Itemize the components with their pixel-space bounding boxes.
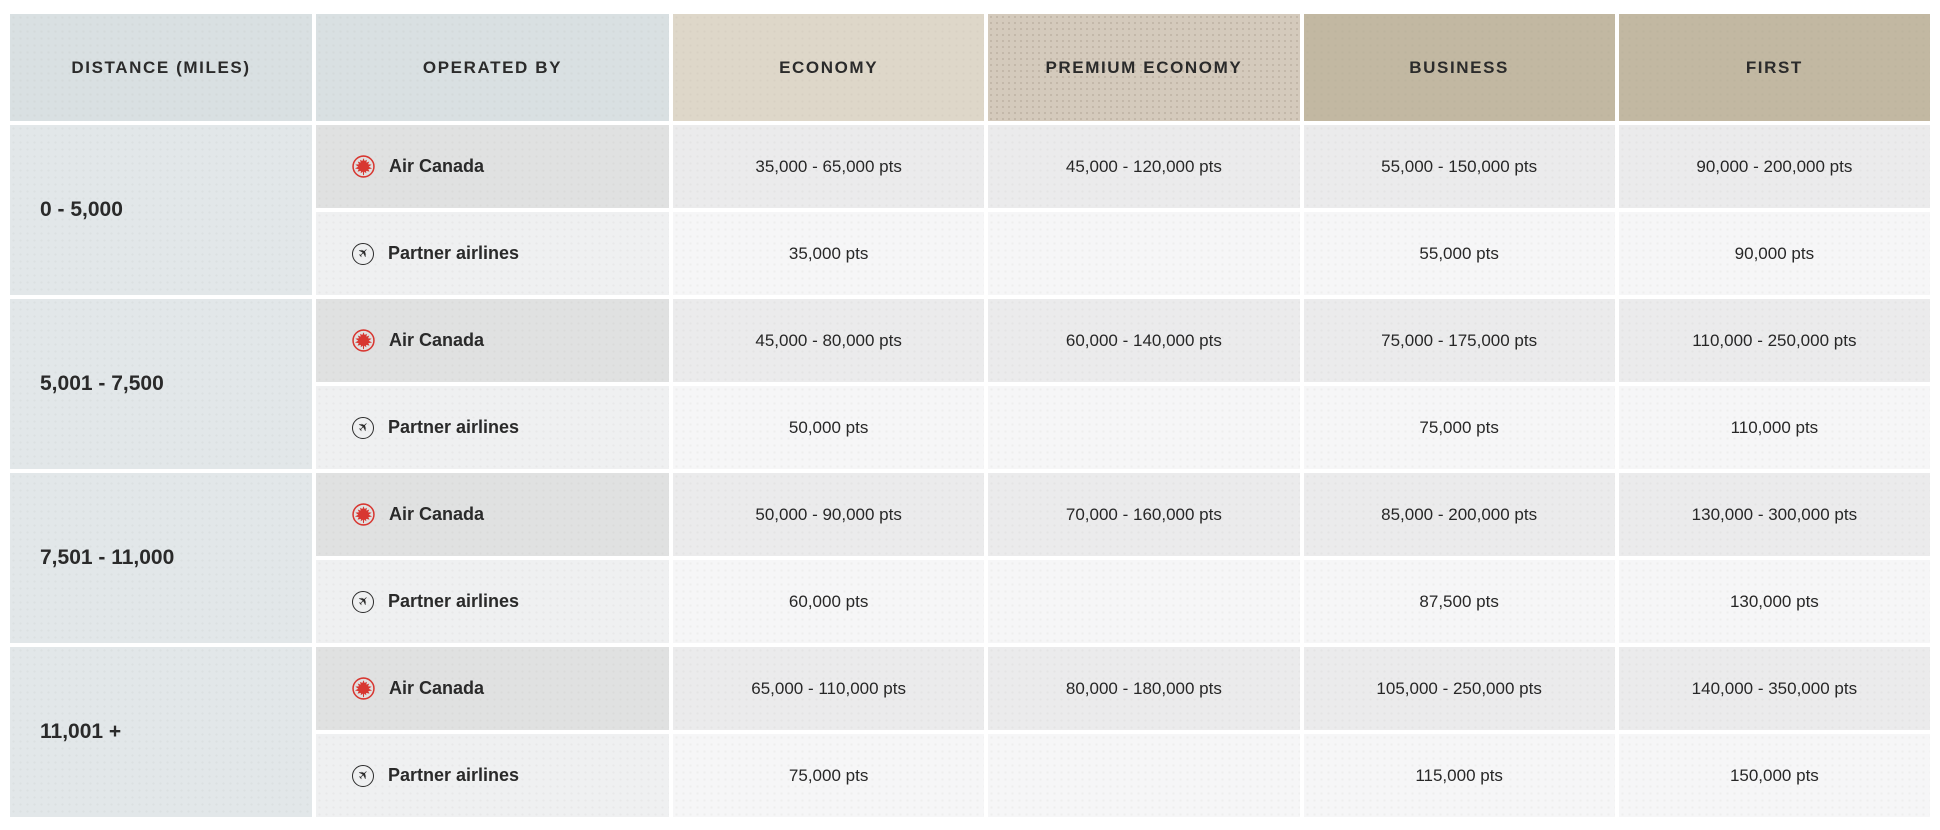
first-value-cell: 90,000 - 200,000 pts	[1619, 125, 1930, 208]
operator-cell-partner	[316, 560, 669, 643]
business-value-cell: 55,000 pts	[1304, 212, 1615, 295]
distance-band-label: 7,501 - 11,000	[10, 473, 312, 643]
economy-value-cell: 35,000 - 65,000 pts	[673, 125, 984, 208]
premium-economy-value-cell	[988, 386, 1299, 469]
business-value-cell: 115,000 pts	[1304, 734, 1615, 817]
airplane-circle-icon: ✈	[352, 765, 374, 787]
first-value-cell: 140,000 - 350,000 pts	[1619, 647, 1930, 730]
column-header-premium-economy: PREMIUM ECONOMY	[988, 14, 1299, 121]
operator-label: Air Canada	[389, 330, 485, 350]
maple-leaf-roundel-icon	[352, 155, 375, 178]
operator-label: Partner airlines	[388, 417, 520, 437]
airplane-circle-icon: ✈	[352, 417, 374, 439]
distance-band-label: 0 - 5,000	[10, 125, 312, 295]
business-value-cell: 85,000 - 200,000 pts	[1304, 473, 1615, 556]
business-value-cell: 75,000 pts	[1304, 386, 1615, 469]
economy-value-cell: 65,000 - 110,000 pts	[673, 647, 984, 730]
distance-band-label: 11,001 +	[10, 647, 312, 817]
operator-cell-partner	[316, 386, 669, 469]
operator-cell-air-canada	[316, 647, 669, 730]
maple-leaf-roundel-icon	[352, 677, 375, 700]
operator-label: Air Canada	[389, 156, 485, 176]
business-value-cell: 87,500 pts	[1304, 560, 1615, 643]
operator-label: Partner airlines	[388, 591, 520, 611]
premium-economy-value-cell: 70,000 - 160,000 pts	[988, 473, 1299, 556]
economy-value-cell: 35,000 pts	[673, 212, 984, 295]
first-value-cell: 130,000 pts	[1619, 560, 1930, 643]
first-value-cell: 150,000 pts	[1619, 734, 1930, 817]
first-value-cell: 130,000 - 300,000 pts	[1619, 473, 1930, 556]
first-value-cell: 110,000 - 250,000 pts	[1619, 299, 1930, 382]
maple-leaf-roundel-icon	[352, 503, 375, 526]
premium-economy-value-cell: 45,000 - 120,000 pts	[988, 125, 1299, 208]
operator-label: Partner airlines	[388, 765, 520, 785]
operator-cell-partner	[316, 212, 669, 295]
column-header-business: BUSINESS	[1304, 14, 1615, 121]
column-header-first: FIRST	[1619, 14, 1930, 121]
distance-band-label: 5,001 - 7,500	[10, 299, 312, 469]
premium-economy-value-cell	[988, 560, 1299, 643]
business-value-cell: 55,000 - 150,000 pts	[1304, 125, 1615, 208]
economy-value-cell: 75,000 pts	[673, 734, 984, 817]
column-header-distance: DISTANCE (MILES)	[10, 14, 312, 121]
business-value-cell: 75,000 - 175,000 pts	[1304, 299, 1615, 382]
column-header-operated-by: OPERATED BY	[316, 14, 669, 121]
airplane-circle-icon: ✈	[352, 243, 374, 265]
award-points-table	[10, 14, 1930, 817]
operator-cell-partner	[316, 734, 669, 817]
premium-economy-value-cell	[988, 212, 1299, 295]
operator-cell-air-canada	[316, 125, 669, 208]
operator-cell-air-canada	[316, 473, 669, 556]
premium-economy-value-cell	[988, 734, 1299, 817]
airplane-circle-icon: ✈	[352, 591, 374, 613]
maple-leaf-roundel-icon	[352, 329, 375, 352]
first-value-cell: 90,000 pts	[1619, 212, 1930, 295]
column-header-economy: ECONOMY	[673, 14, 984, 121]
first-value-cell: 110,000 pts	[1619, 386, 1930, 469]
operator-cell-air-canada	[316, 299, 669, 382]
premium-economy-value-cell: 80,000 - 180,000 pts	[988, 647, 1299, 730]
operator-label: Air Canada	[389, 678, 485, 698]
business-value-cell: 105,000 - 250,000 pts	[1304, 647, 1615, 730]
economy-value-cell: 45,000 - 80,000 pts	[673, 299, 984, 382]
economy-value-cell: 50,000 - 90,000 pts	[673, 473, 984, 556]
economy-value-cell: 60,000 pts	[673, 560, 984, 643]
operator-label: Partner airlines	[388, 243, 520, 263]
operator-label: Air Canada	[389, 504, 485, 524]
economy-value-cell: 50,000 pts	[673, 386, 984, 469]
premium-economy-value-cell: 60,000 - 140,000 pts	[988, 299, 1299, 382]
